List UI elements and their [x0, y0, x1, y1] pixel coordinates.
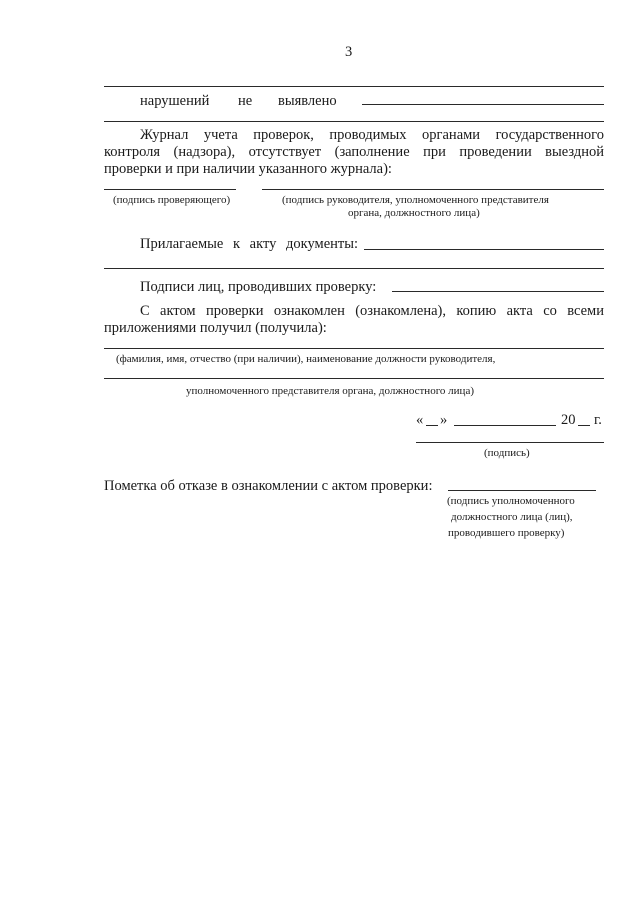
violations-word-2: не: [238, 93, 253, 109]
acquainted-fill-line: [104, 348, 604, 349]
attached-docs-fill-line: [364, 249, 604, 250]
date-close-quote: »: [440, 412, 448, 428]
attached-docs-underline: [104, 268, 604, 269]
representative-caption-line-2: органа, должностного лица): [348, 207, 480, 219]
journal-line-2: контроля (надзора), отсутствует (заполнение при проведении выездной: [104, 144, 604, 160]
signature-caption: (подпись): [484, 447, 530, 459]
representative-caption-line-1: (подпись руководителя, уполномоченного представителя: [282, 194, 549, 206]
date-open-quote: «: [416, 412, 424, 428]
page-number: 3: [345, 44, 353, 60]
acquainted-caption-line-1: (фамилия, имя, отчество (при наличии), наименование должности руководителя,: [116, 353, 496, 365]
acquainted-line-1: С актом проверки ознакомлен (ознакомлена), копию акта со всеми: [140, 303, 604, 319]
signature-line: [416, 442, 604, 443]
refusal-caption-line-3: проводившего проверку): [448, 527, 565, 539]
violations-word-3: выявлено: [278, 93, 337, 109]
top-rule: [104, 86, 604, 87]
refusal-caption-line-1: (подпись уполномоченного: [447, 495, 575, 507]
representative-signature-line: [262, 189, 604, 190]
date-month-line: [454, 425, 556, 426]
acquainted-fill-line-2: [104, 378, 604, 379]
violations-fill-line: [362, 104, 604, 105]
acquainted-line-2: приложениями получил (получила):: [104, 320, 327, 336]
date-year-prefix: 20: [561, 412, 576, 428]
date-year-line: [578, 425, 590, 426]
violations-word-1: нарушений: [140, 93, 210, 109]
inspector-signature-line: [104, 189, 236, 190]
date-day-line: [426, 425, 438, 426]
violations-underline: [104, 121, 604, 122]
journal-line-3: проверки и при наличии указанного журнала):: [104, 161, 392, 177]
inspector-signature-caption: (подпись проверяющего): [113, 194, 231, 206]
inspectors-signatures-label: Подписи лиц, проводивших проверку:: [140, 279, 377, 295]
inspectors-signatures-line: [392, 291, 604, 292]
acquainted-caption-line-2: уполномоченного представителя органа, должностного лица): [186, 385, 474, 397]
date-year-suffix: г.: [594, 412, 602, 428]
refusal-caption-line-2: должностного лица (лиц),: [451, 511, 573, 523]
journal-line-1: Журнал учета проверок, проводимых органами государственного: [140, 127, 604, 143]
attached-docs-label: Прилагаемые к акту документы:: [140, 236, 358, 252]
refusal-signature-line: [448, 490, 596, 491]
refusal-label: Пометка об отказе в ознакомлении с актом проверки:: [104, 478, 433, 494]
